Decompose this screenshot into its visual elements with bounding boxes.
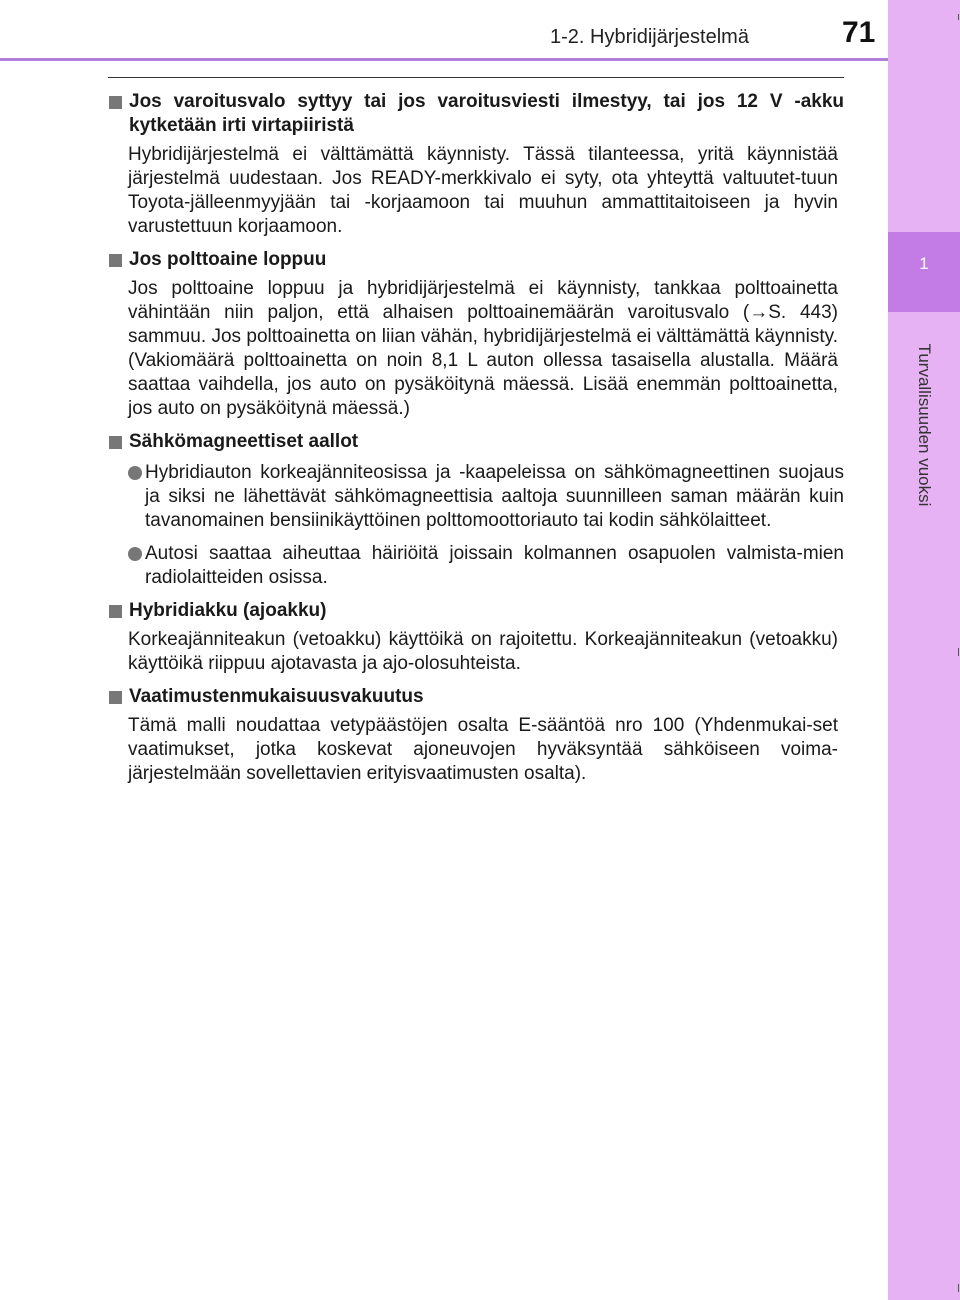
square-bullet-icon <box>109 691 122 704</box>
section-heading <box>108 685 844 709</box>
square-bullet-icon <box>109 605 122 618</box>
section-hybrid-battery <box>108 599 844 676</box>
section-heading <box>108 430 844 454</box>
crop-mark-bottom <box>958 1284 959 1292</box>
chapter-sidebar <box>888 0 960 1300</box>
section-electromagnetic-waves <box>108 430 844 590</box>
list-item-text: Hybridiauton korkeajänniteosissa ja -kaapeleissa on sähkömagneettinen suojaus ja siksi ne lähettävät sähkömagneettisia aaltoja suunnilleen saman määrän kuin tavanomainen bensiinikäyttöinen polttomoottoriauto tai kodin sähkölaitteet. <box>145 462 844 531</box>
section-heading <box>108 248 844 272</box>
crop-mark-top <box>958 14 959 20</box>
page-number: 71 <box>842 16 876 49</box>
section-heading <box>108 599 844 623</box>
section-heading-text: Vaatimustenmukaisuusvakuutus <box>129 686 424 707</box>
header-divider <box>0 58 888 61</box>
section-heading-text: Hybridiakku (ajoakku) <box>129 600 327 621</box>
square-bullet-icon <box>109 96 122 109</box>
square-bullet-icon <box>109 436 122 449</box>
section-body: Jos polttoaine loppuu ja hybridijärjestelmä ei käynnisty, tankkaa polttoainetta vähintään niin paljon, että alhaisen polttoainemäärän varoitusvalo (→S. 443) sammuu. Jos polttoainetta on liian vähän, hybridijärjestelmä ei välttämättä käynnisty. (Vakiomäärä polttoainetta on noin 8,1 L auton ollessa tasaisella alustalla. Määrä saattaa vaihdella, jos auto on pysäköitynä mäessä. Lisää enemmän polttoainetta, jos auto on pysäköitynä mäessä.) <box>128 278 838 419</box>
section-title: 1-2. Hybridijärjestelmä <box>550 26 749 48</box>
section-body: Tämä malli noudattaa vetypäästöjen osalta E-sääntöä nro 100 (Yhdenmukai-set vaatimukset, jotka koskevat ajoneuvojen hyväksyntää sähköiseen voima-järjestelmään sovellettavien erityisvaatimusten osalta). <box>128 715 838 784</box>
chapter-tab[interactable] <box>888 232 960 312</box>
list-item <box>108 461 844 533</box>
chapter-caption: Turvallisuuden vuoksi <box>915 343 934 507</box>
crop-mark-middle <box>958 648 959 656</box>
list-item-text: Autosi saattaa aiheuttaa häiriöitä joissain kolmannen osapuolen valmista-mien radiolaitteiden osissa. <box>145 543 844 588</box>
section-body: Hybridijärjestelmä ei välttämättä käynnisty. Tässä tilanteessa, yritä käynnistää järjestelmä uudestaan. Jos READY-merkkivalo ei syty, ota yhteyttä valtuutet-tuun Toyota-jälleenmyyjään tai -korjaamoon tai muuhun ammattitaitoiseen ja hyvin varustettuun korjaamoon. <box>128 144 838 237</box>
section-fuel-runs-out <box>108 248 844 421</box>
section-body: Korkeajänniteakun (vetoakku) käyttöikä on rajoitettu. Korkeajänniteakun (vetoakku) käyttöikä riippuu ajotavasta ja ajo-olosuhteista. <box>128 629 838 674</box>
section-heading-text: Jos varoitusvalo syttyy tai jos varoitusviesti ilmestyy, tai jos 12 V -akku kytketään irti virtapiiristä <box>129 91 844 136</box>
section-declaration-of-conformity <box>108 685 844 786</box>
chapter-number: 1 <box>919 254 929 273</box>
section-heading-text: Sähkömagneettiset aallot <box>129 431 359 452</box>
square-bullet-icon <box>109 254 122 267</box>
round-bullet-icon <box>128 466 142 480</box>
section-warning-light <box>108 90 844 239</box>
section-heading <box>108 90 844 138</box>
content-top-rule <box>108 77 844 78</box>
list-item <box>108 542 844 590</box>
page-content <box>108 90 844 795</box>
round-bullet-icon <box>128 547 142 561</box>
section-heading-text: Jos polttoaine loppuu <box>129 249 327 270</box>
